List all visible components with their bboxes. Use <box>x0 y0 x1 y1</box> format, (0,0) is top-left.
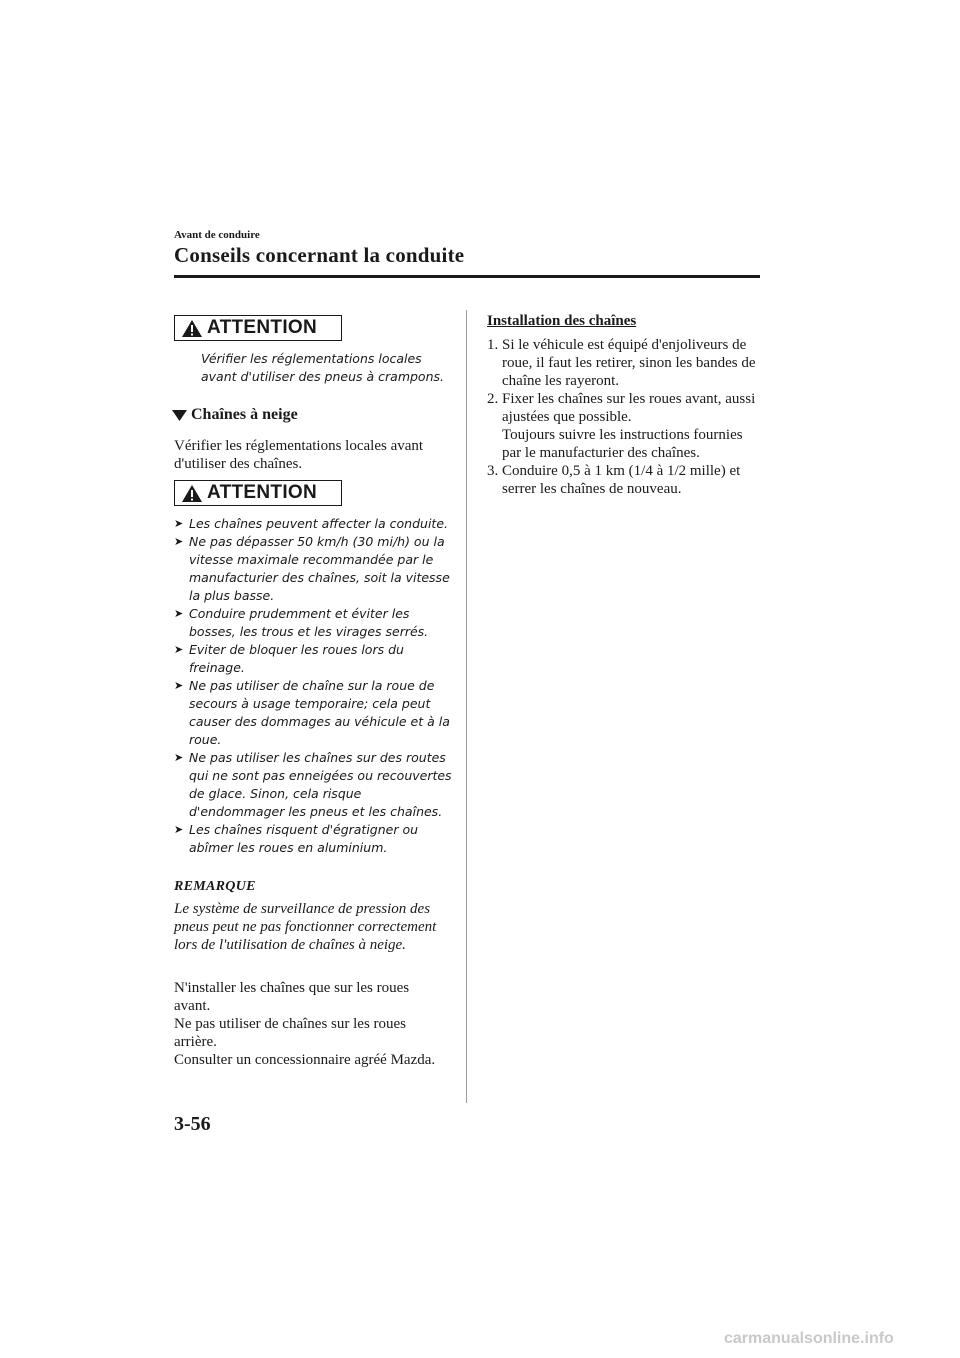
attention-2-list <box>174 515 459 857</box>
attention-label: ATTENTION <box>207 482 318 503</box>
arrow-bullet-icon: ➤ <box>174 679 184 692</box>
arrow-bullet-icon: ➤ <box>174 751 184 764</box>
list-item: ➤ Ne pas dépasser 50 km/h (30 mi/h) ou la vitesse maximale recommandée par le manufacturier des chaînes, soit la vitesse la plus basse. <box>174 534 450 603</box>
column-divider <box>466 310 467 1103</box>
page-number: 3-56 <box>174 1113 211 1135</box>
list-item: ➤ Conduire prudemment et éviter les bosses, les trous et les virages serrés. <box>174 606 429 639</box>
attention-box-2 <box>174 480 342 506</box>
front-wheels-text <box>174 979 444 1069</box>
chapter-title: Conseils concernant la conduite <box>174 243 465 267</box>
warning-icon <box>181 484 203 503</box>
watermark: carmanualsonline.info <box>724 1330 894 1347</box>
chains-heading <box>172 406 298 424</box>
list-item: 1. Si le véhicule est équipé d'enjoliveurs de roue, il faut les retirer, sinon les bandes de chaîne les rayeront. <box>487 337 756 389</box>
list-item: ➤ Les chaînes peuvent affecter la conduite. <box>174 516 448 531</box>
list-item: ➤ Les chaînes risquent d'égratigner ou abîmer les roues en aluminium. <box>174 822 419 855</box>
arrow-bullet-icon: ➤ <box>174 643 184 656</box>
attention-box-1 <box>174 315 342 341</box>
list-item: 3. Conduire 0,5 à 1 km (1/4 à 1/2 mille) et serrer les chaînes de nouveau. <box>487 463 741 497</box>
arrow-bullet-icon: ➤ <box>174 823 184 836</box>
warning-icon <box>181 319 203 338</box>
header-rule <box>174 275 760 278</box>
chains-intro: Vérifier les réglementations locales avant d'utiliser des chaînes. <box>174 438 424 472</box>
section-label: Avant de conduire <box>174 229 260 241</box>
paragraph-line: N'installer les chaînes que sur les roues avant. <box>174 980 410 1014</box>
arrow-bullet-icon: ➤ <box>174 517 184 530</box>
list-item: Toujours suivre les instructions fournies par le manufacturier des chaînes. <box>502 427 743 461</box>
list-item: ➤ Eviter de bloquer les roues lors du freinage. <box>174 642 404 675</box>
note-text: Le système de surveillance de pression des pneus peut ne pas fonctionner correctement lors de l'utilisation de chaînes à neige. <box>174 901 437 953</box>
note-heading: REMARQUE <box>174 879 256 894</box>
attention-1-text: Vérifier les réglementations locales avant d'utiliser des pneus à crampons. <box>201 351 444 384</box>
triangle-down-icon <box>172 409 187 422</box>
install-heading: Installation des chaînes <box>487 313 637 329</box>
arrow-bullet-icon: ➤ <box>174 607 184 620</box>
chains-heading-text: Chaînes à neige <box>191 406 298 423</box>
install-steps <box>487 336 762 498</box>
list-item: ➤ Ne pas utiliser les chaînes sur des routes qui ne sont pas enneigées ou recouvertes de glace. Sinon, cela risque d'endommager les pneus et les chaînes. <box>174 750 452 819</box>
list-item: ➤ Ne pas utiliser de chaîne sur la roue de secours à usage temporaire; cela peut causer des dommages au véhicule et à la roue. <box>174 678 450 747</box>
attention-label: ATTENTION <box>207 317 318 338</box>
paragraph-line: Consulter un concessionnaire agréé Mazda. <box>174 1052 436 1068</box>
paragraph-line: Ne pas utiliser de chaînes sur les roues arrière. <box>174 1016 407 1050</box>
arrow-bullet-icon: ➤ <box>174 535 184 548</box>
list-item: 2. Fixer les chaînes sur les roues avant, aussi ajustées que possible. <box>487 391 756 425</box>
